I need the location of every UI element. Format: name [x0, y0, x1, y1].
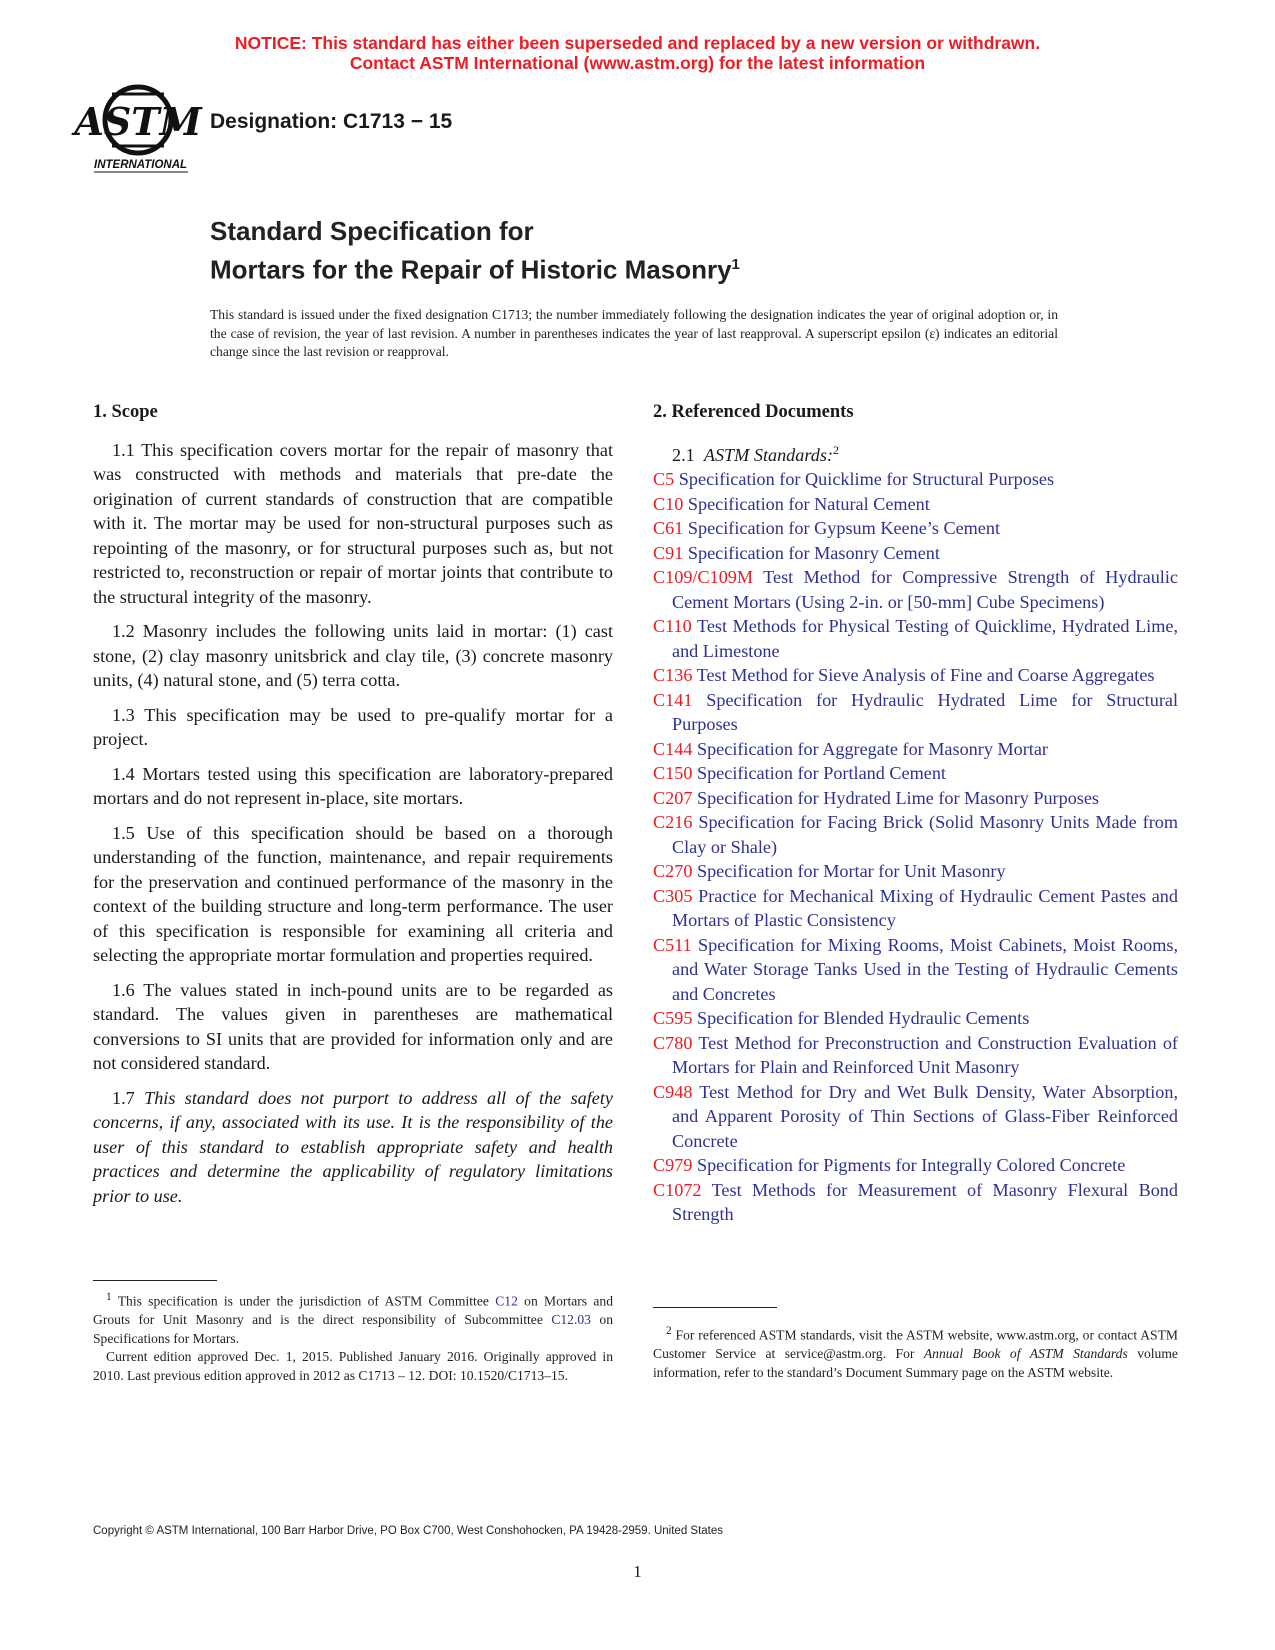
scope-paragraph: [93, 762, 613, 811]
notice-banner: [0, 33, 1275, 73]
paragraph-text: This specification covers mortar for the repair of masonry that was constructed with methods and materials that pre-date the origination of current standards of construction that are compatible with it. The mortar may be used for non-structural purposes such as repointing of the masonry, or for structural purposes such as, but not restricted to, reconstruction or repair of mortar joints that contribute to the structural integrity of the masonry.: [93, 439, 613, 607]
paragraph-number: 1.4: [112, 763, 135, 784]
standard-code-link[interactable]: C91: [653, 542, 684, 563]
paragraph-text: Mortars tested using this specification are laboratory-prepared mortars and do not represent in-place, site mortars.: [93, 763, 613, 808]
title-line-1: Standard Specification for: [210, 216, 534, 246]
referenced-standard-item[interactable]: [653, 1006, 1178, 1031]
intro-note: This standard is issued under the fixed designation C1713; the number immediately following the designation indicates the year of original adoption or, in the case of revision, the year of last revision. A number in parentheses indicates the year of last reapproval. A superscript epsilon (ε) indicates an editorial change since the last revision or reapproval.: [210, 307, 1058, 359]
referenced-standard-item[interactable]: [653, 541, 1178, 566]
paragraph-number: 1.7: [112, 1087, 135, 1108]
designation: Designation: C1713 − 15: [210, 110, 453, 133]
standard-code-link[interactable]: C109/C109M: [653, 567, 754, 588]
standard-code-link[interactable]: C948: [653, 1081, 693, 1102]
footnote-rule-right: [653, 1307, 777, 1308]
footnote-1-text-c: on Specifications for Mortars.: [93, 1312, 614, 1346]
scope-paragraph: [93, 1086, 613, 1209]
standard-code-link[interactable]: C207: [653, 787, 693, 808]
standard-title-link[interactable]: Specification for Mixing Rooms, Moist Cabinets, Moist Rooms, and Water Storage Tanks Used in the Testing of Hydraulic Cements and Concretes: [672, 934, 1178, 1004]
standard-code-link[interactable]: C979: [653, 1155, 693, 1176]
sub-num: 2.1: [672, 444, 695, 465]
paragraph-text: Masonry includes the following units laid in mortar: (1) cast stone, (2) clay masonry unitsbrick and clay tile, (3) concrete masonry units, (4) natural stone, and (5) terra cotta.: [93, 621, 613, 690]
svg-text:ASTM: ASTM: [74, 99, 202, 144]
paragraph-number: 1.6: [112, 979, 135, 1000]
referenced-standard-item[interactable]: [653, 761, 1178, 786]
referenced-standard-item[interactable]: [653, 467, 1178, 492]
scope-paragraph: [93, 619, 613, 693]
paragraph-number: 1.3: [112, 704, 135, 725]
paragraph-number: 1.2: [112, 621, 135, 641]
standard-code-link[interactable]: C216: [653, 812, 693, 833]
footnote-2: [653, 1322, 1178, 1382]
footnote-1-text-b: on Mortars and Grouts for Unit Masonry and is the direct responsibility of Subcommittee: [93, 1293, 613, 1328]
standard-title-link[interactable]: Specification for Natural Cement: [687, 493, 930, 514]
referenced-standard-item[interactable]: [653, 1031, 1178, 1080]
standard-title-link[interactable]: Specification for Quicklime for Structural Purposes: [678, 469, 1055, 490]
standard-code-link[interactable]: C1072: [653, 1179, 702, 1200]
standard-title-link[interactable]: Specification for Aggregate for Masonry Mortar: [696, 738, 1048, 759]
referenced-standard-item[interactable]: [653, 884, 1178, 933]
referenced-standard-item[interactable]: [653, 663, 1178, 688]
standard-code-link[interactable]: C780: [653, 1032, 693, 1053]
referenced-standard-item[interactable]: [653, 1080, 1178, 1154]
scope-paragraph: [93, 438, 613, 610]
referenced-standard-item[interactable]: [653, 1178, 1178, 1227]
standard-title-link[interactable]: Test Method for Sieve Analysis of Fine and Coarse Aggregates: [696, 665, 1155, 686]
scope-paragraph: [93, 821, 613, 968]
sub-label: ASTM Standards:: [703, 444, 833, 465]
standard-code-link[interactable]: C110: [653, 616, 692, 637]
logo-text: INTERNATIONAL: [94, 159, 188, 171]
footnote-1-text-a: This specification is under the jurisdiction of ASTM Committee: [117, 1293, 489, 1309]
astm-logo-icon: [74, 82, 202, 182]
subcommittee-link[interactable]: C12.03: [551, 1312, 591, 1328]
standard-code-link[interactable]: C141: [653, 689, 693, 710]
referenced-standard-item[interactable]: [653, 786, 1178, 811]
standard-title-link[interactable]: Test Methods for Measurement of Masonry Flexural Bond Strength: [672, 1179, 1178, 1225]
title-line-2: Mortars for the Repair of Historic Masonry: [210, 254, 732, 285]
referenced-standard-item[interactable]: [653, 688, 1178, 737]
standard-code-link[interactable]: C61: [653, 518, 684, 539]
paragraph-number: 1.5: [112, 822, 135, 843]
page-number: 1: [633, 1562, 642, 1581]
standard-title-link[interactable]: Specification for Masonry Cement: [687, 542, 940, 563]
referenced-list: [653, 467, 1178, 1227]
footnote-1-mark: 1: [106, 1291, 112, 1303]
standard-code-link[interactable]: C5: [653, 469, 675, 490]
paragraph-number: 1.1: [112, 439, 135, 460]
standard-title-link[interactable]: Specification for Pigments for Integrally Colored Concrete: [696, 1155, 1126, 1176]
standard-title-link[interactable]: Specification for Blended Hydraulic Cements: [696, 1008, 1030, 1029]
referenced-standard-item[interactable]: [653, 492, 1178, 517]
footnote-2-mark: 2: [666, 1325, 672, 1337]
astm-standards-subheading: [653, 438, 1178, 468]
standard-code-link[interactable]: C595: [653, 1008, 693, 1029]
paragraph-text: This standard does not purport to address all of the safety concerns, if any, associated with its use. It is the responsibility of the user of this standard to establish appropriate safety and health practices and determine the applicability of regulatory limitations prior to use.: [93, 1087, 613, 1206]
footnote-2-text-a: For referenced ASTM standards, visit the ASTM website, www.astm.org, or contact ASTM Customer Service at service@astm.org. For: [653, 1327, 1178, 1362]
notice-line-1: NOTICE: This standard has either been superseded and replaced by a new version or withdrawn.: [234, 33, 1041, 53]
referenced-column: [653, 400, 1178, 1227]
copyright-footer: Copyright © ASTM International, 100 Barr Harbor Drive, PO Box C700, West Conshohocken, PA 19428-2959. United States: [93, 1525, 724, 1537]
footnote-1: [93, 1288, 613, 1385]
referenced-standard-item[interactable]: [653, 565, 1178, 614]
scope-paragraph: [93, 978, 613, 1076]
paragraph-text: The values stated in inch-pound units are to be regarded as standard. The values given in parentheses are mathematical conversions to SI units that are provided for information only and are not considered standard.: [93, 979, 614, 1073]
footnote-2-italic: Annual Book of ASTM Standards: [923, 1346, 1128, 1362]
standard-code-link[interactable]: C270: [653, 861, 693, 882]
standard-code-link[interactable]: C136: [653, 665, 693, 686]
referenced-heading: 2. Referenced Documents: [653, 402, 854, 422]
notice-line-2: Contact ASTM International (www.astm.org) for the latest information: [349, 53, 926, 73]
sub-footnote-mark: 2: [833, 442, 839, 457]
scope-column: [93, 400, 613, 1218]
referenced-standard-item[interactable]: [653, 1153, 1178, 1178]
scope-paragraphs: [93, 438, 613, 1209]
footnote-rule-left: [93, 1280, 217, 1281]
standard-code-link[interactable]: C150: [653, 763, 693, 784]
standard-title-link[interactable]: Test Method for Preconstruction and Construction Evaluation of Mortars for Plain and Reinforced Unit Masonry: [672, 1032, 1178, 1078]
referenced-standard-item[interactable]: [653, 933, 1178, 1007]
standard-title-link[interactable]: Specification for Facing Brick (Solid Masonry Units Made from Clay or Shale): [672, 812, 1179, 857]
paragraph-text: Use of this specification should be based on a thorough understanding of the function, maintenance, and repair requirements for the preservation and continued performance of the masonry in the context of the building structure and long-term performance. The user of this specification is responsible for examining all criteria and selecting the appropriate mortar formulation and properties required.: [93, 822, 613, 965]
standard-code-link[interactable]: C10: [653, 493, 684, 514]
standard-code-link[interactable]: C511: [653, 934, 692, 955]
standard-code-link[interactable]: C144: [653, 738, 693, 759]
referenced-standard-item[interactable]: [653, 614, 1178, 663]
title-footnote-mark: 1: [731, 256, 740, 273]
standard-title-link[interactable]: Specification for Hydrated Lime for Masonry Purposes: [696, 787, 1100, 808]
referenced-standard-item[interactable]: [653, 516, 1178, 541]
referenced-standard-item[interactable]: [653, 737, 1178, 762]
standard-title-link[interactable]: Specification for Mortar for Unit Masonry: [696, 861, 1006, 882]
standard-title-link[interactable]: Specification for Gypsum Keene’s Cement: [687, 518, 1001, 539]
referenced-standard-item[interactable]: [653, 859, 1178, 884]
scope-paragraph: [93, 703, 613, 752]
paragraph-text: This specification may be used to pre-qualify mortar for a project.: [93, 704, 613, 749]
standard-title-link[interactable]: Practice for Mechanical Mixing of Hydraulic Cement Pastes and Mortars of Plastic Consistency: [672, 885, 1178, 931]
standard-title-link[interactable]: Specification for Hydraulic Hydrated Lime for Structural Purposes: [672, 689, 1179, 735]
standard-title-link[interactable]: Test Method for Dry and Wet Bulk Density, Water Absorption, and Apparent Porosity of Thin Sections of Glass-Fiber Reinforced Concrete: [672, 1081, 1178, 1151]
referenced-standard-item[interactable]: [653, 810, 1178, 859]
footnote-1-edition: Current edition approved Dec. 1, 2015. Published January 2016. Originally approved in 2010. Last previous edition approved in 2012 as C1713 – 12. DOI: 10.1520/C1713–15.: [93, 1349, 613, 1383]
standard-title-link[interactable]: Test Method for Compressive Strength of Hydraulic Cement Mortars (Using 2-in. or [50-mm] Cube Specimens): [672, 567, 1178, 612]
standard-code-link[interactable]: C305: [653, 885, 693, 906]
scope-heading: 1. Scope: [93, 402, 158, 422]
document-title: [210, 215, 740, 287]
committee-link[interactable]: C12: [495, 1293, 518, 1309]
footnote-2-text-b: volume information, refer to the standard’s Document Summary page on the ASTM website.: [653, 1346, 1178, 1380]
standard-title-link[interactable]: Specification for Portland Cement: [696, 763, 946, 784]
standard-title-link[interactable]: Test Methods for Physical Testing of Quicklime, Hydrated Lime, and Limestone: [672, 616, 1179, 661]
